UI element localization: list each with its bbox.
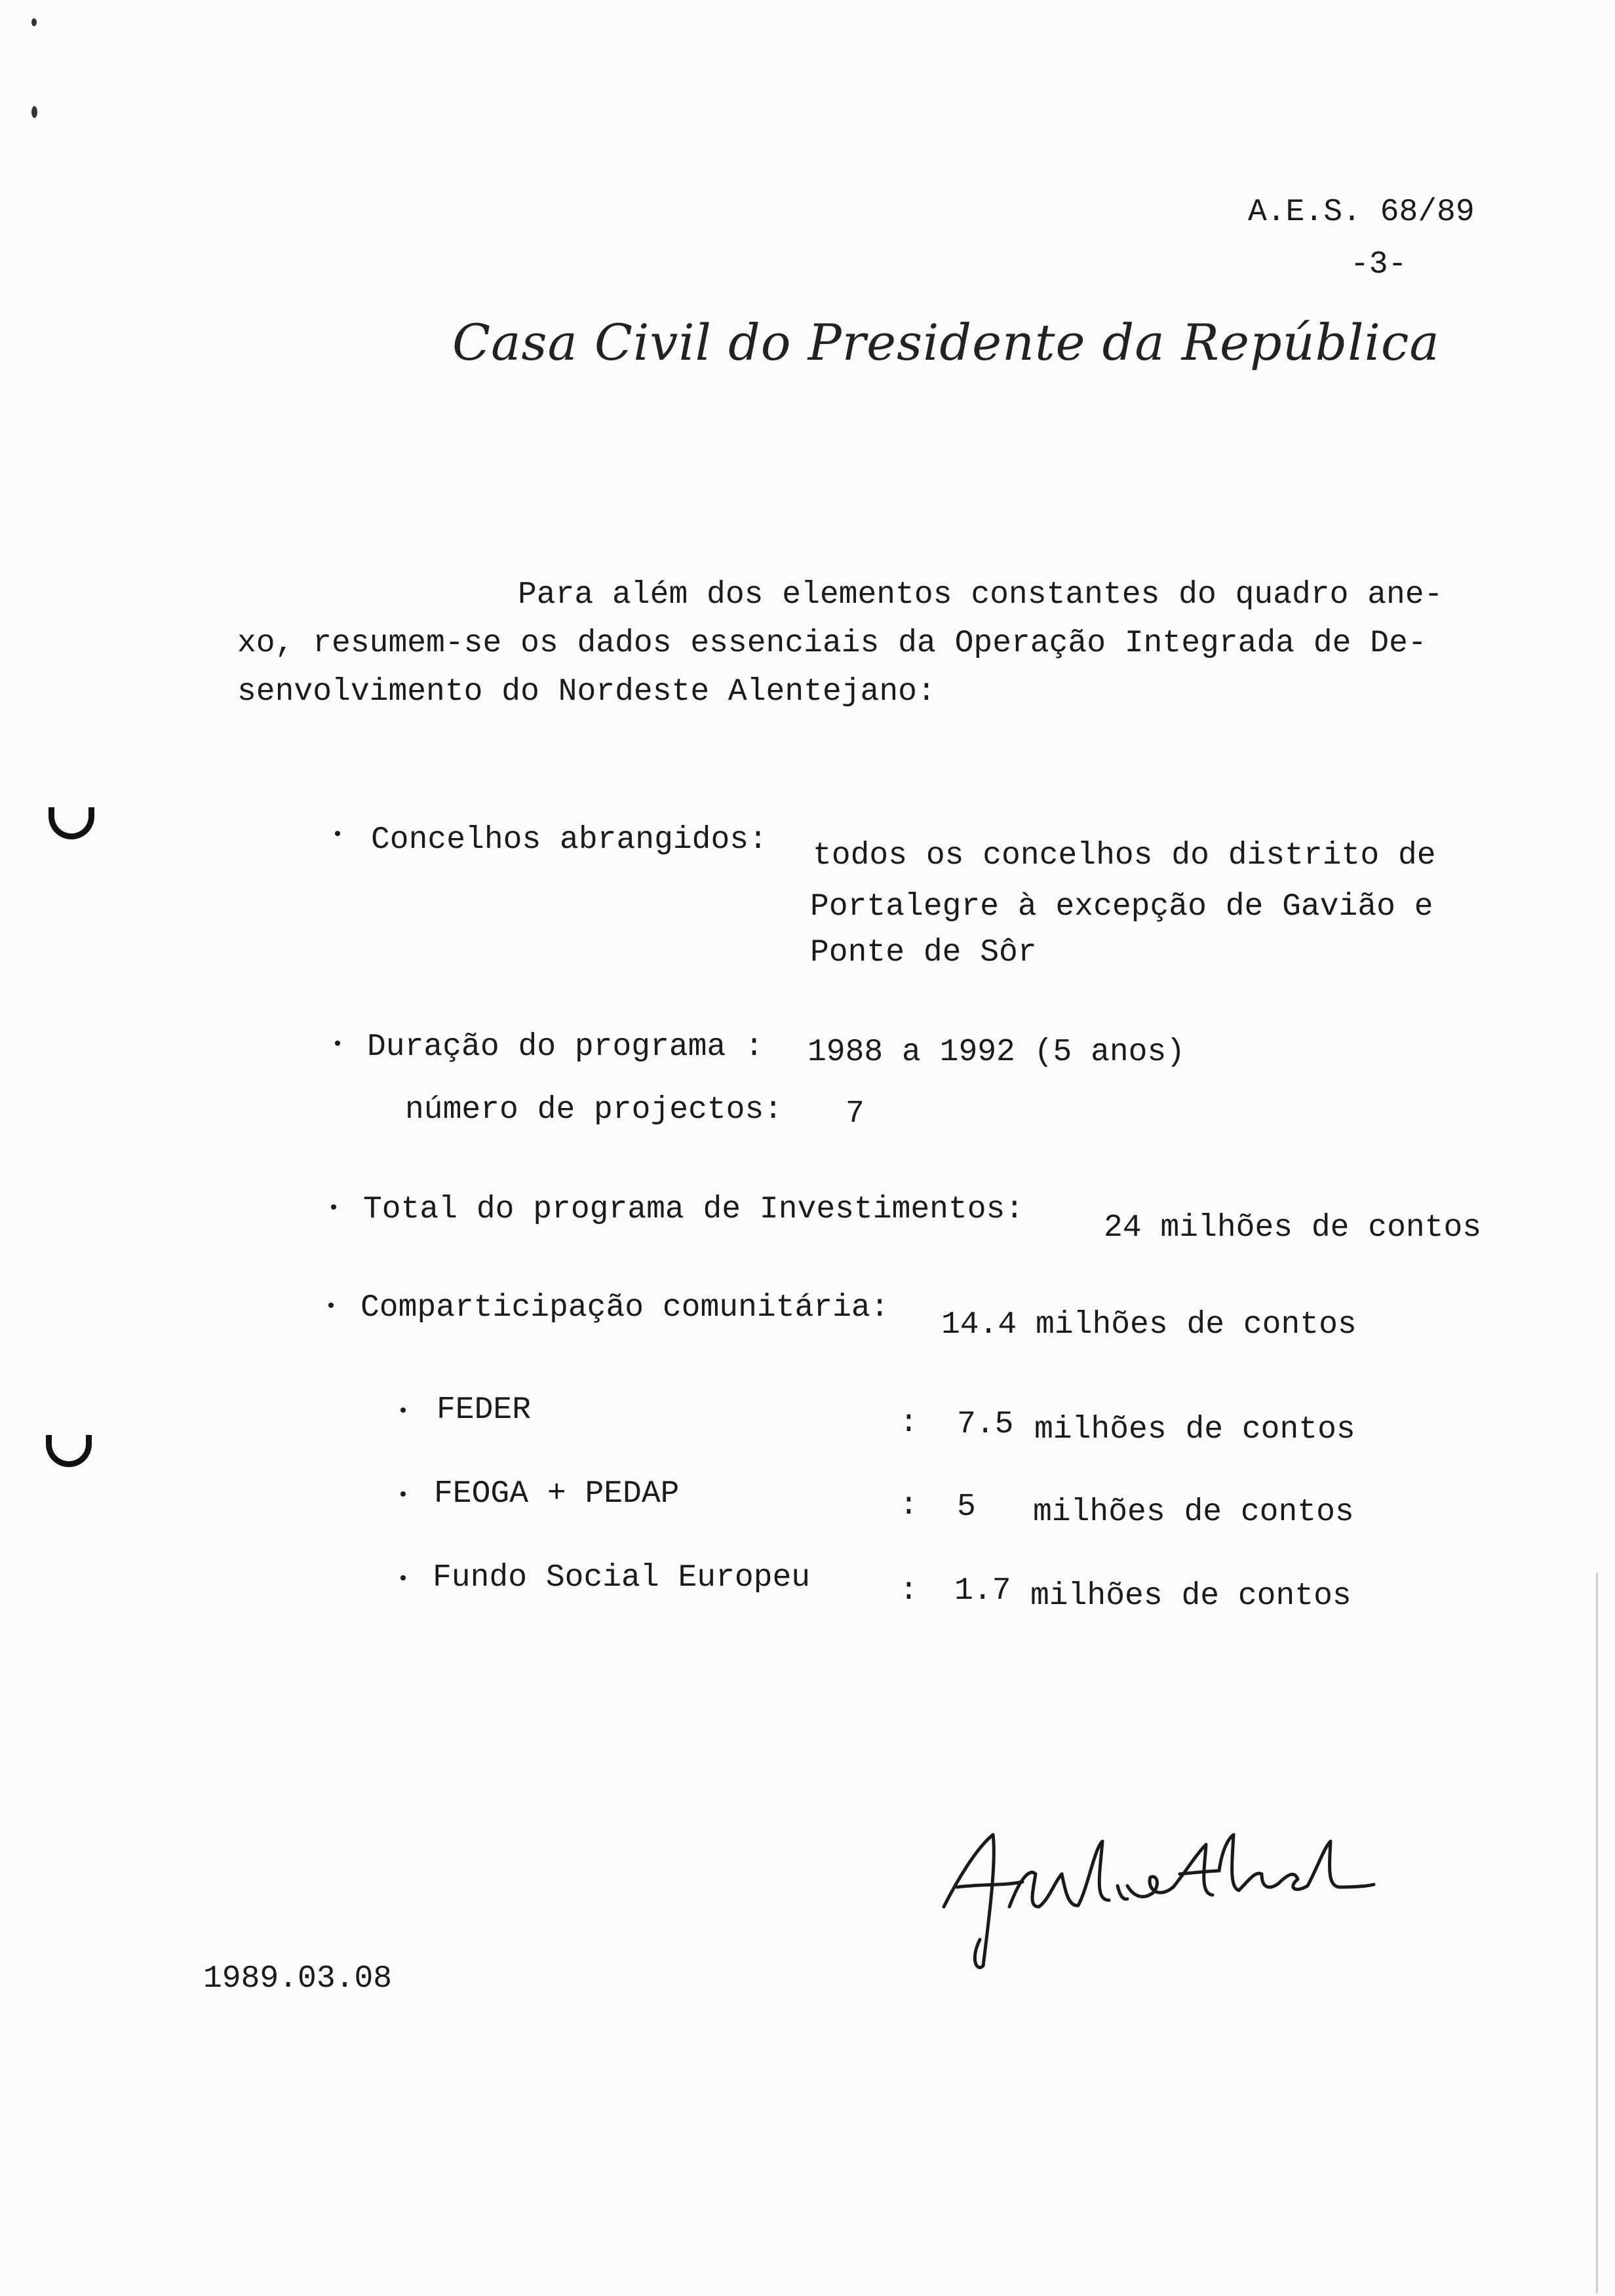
page-edge-line [1596, 1573, 1598, 2293]
page-number: -3- [1350, 247, 1407, 282]
fund-separator: : [899, 1488, 918, 1523]
bullet: • [328, 1198, 340, 1220]
fund-separator: : [899, 1406, 918, 1441]
projectos-label: número de projectos: [405, 1092, 783, 1128]
duracao-label: Duração do programa : [367, 1029, 764, 1065]
concelhos-line-3: Ponte de Sôr [810, 935, 1037, 970]
concelhos-line-2: Portalegre à excepção de Gavião e [810, 889, 1433, 925]
signature [931, 1808, 1376, 1979]
margin-mark [46, 1435, 92, 1467]
projectos-value: 7 [846, 1096, 865, 1132]
fund-amount: 1.7 [954, 1573, 1011, 1609]
bullet: • [325, 1296, 338, 1318]
letterhead: Casa Civil do Presidente da República [452, 313, 1440, 372]
document-date: 1989.03.08 [203, 1961, 393, 1997]
scan-speck [31, 106, 37, 118]
concelhos-label: Concelhos abrangidos: [371, 822, 768, 858]
bullet: • [397, 1569, 410, 1591]
fund-name: Fundo Social Europeu [433, 1560, 811, 1596]
fund-amount: 5 [957, 1489, 976, 1525]
margin-mark [49, 807, 94, 839]
bullet: • [397, 1401, 410, 1423]
intro-line-3: senvolvimento do Nordeste Alentejano: [237, 674, 936, 710]
comparticipacao-value: 14.4 milhões de contos [941, 1307, 1357, 1343]
duracao-value: 1988 a 1992 (5 anos) [808, 1035, 1186, 1070]
fund-amount: 7.5 [957, 1407, 1014, 1442]
document-reference: A.E.S. 68/89 [1248, 195, 1475, 230]
bullet: • [332, 1034, 344, 1056]
concelhos-line-1: todos os concelhos do distrito de [813, 838, 1436, 873]
comparticipacao-label: Comparticipação comunitária: [360, 1290, 889, 1326]
total-value: 24 milhões de contos [1104, 1210, 1482, 1246]
intro-line-1: Para além dos elementos constantes do quadro ane- [518, 577, 1443, 613]
fund-name: FEDER [437, 1392, 532, 1428]
fund-unit: milhões de contos [1030, 1578, 1352, 1614]
fund-name: FEOGA + PEDAP [434, 1476, 680, 1512]
intro-line-2: xo, resumem-se os dados essenciais da Operação Integrada de De- [237, 626, 1427, 661]
scan-speck [31, 18, 37, 26]
fund-unit: milhões de contos [1034, 1412, 1355, 1447]
fund-separator: : [899, 1573, 918, 1609]
fund-unit: milhões de contos [1033, 1495, 1354, 1530]
bullet: • [332, 824, 344, 847]
total-label: Total do programa de Investimentos: [363, 1192, 1024, 1227]
bullet: • [397, 1485, 410, 1507]
